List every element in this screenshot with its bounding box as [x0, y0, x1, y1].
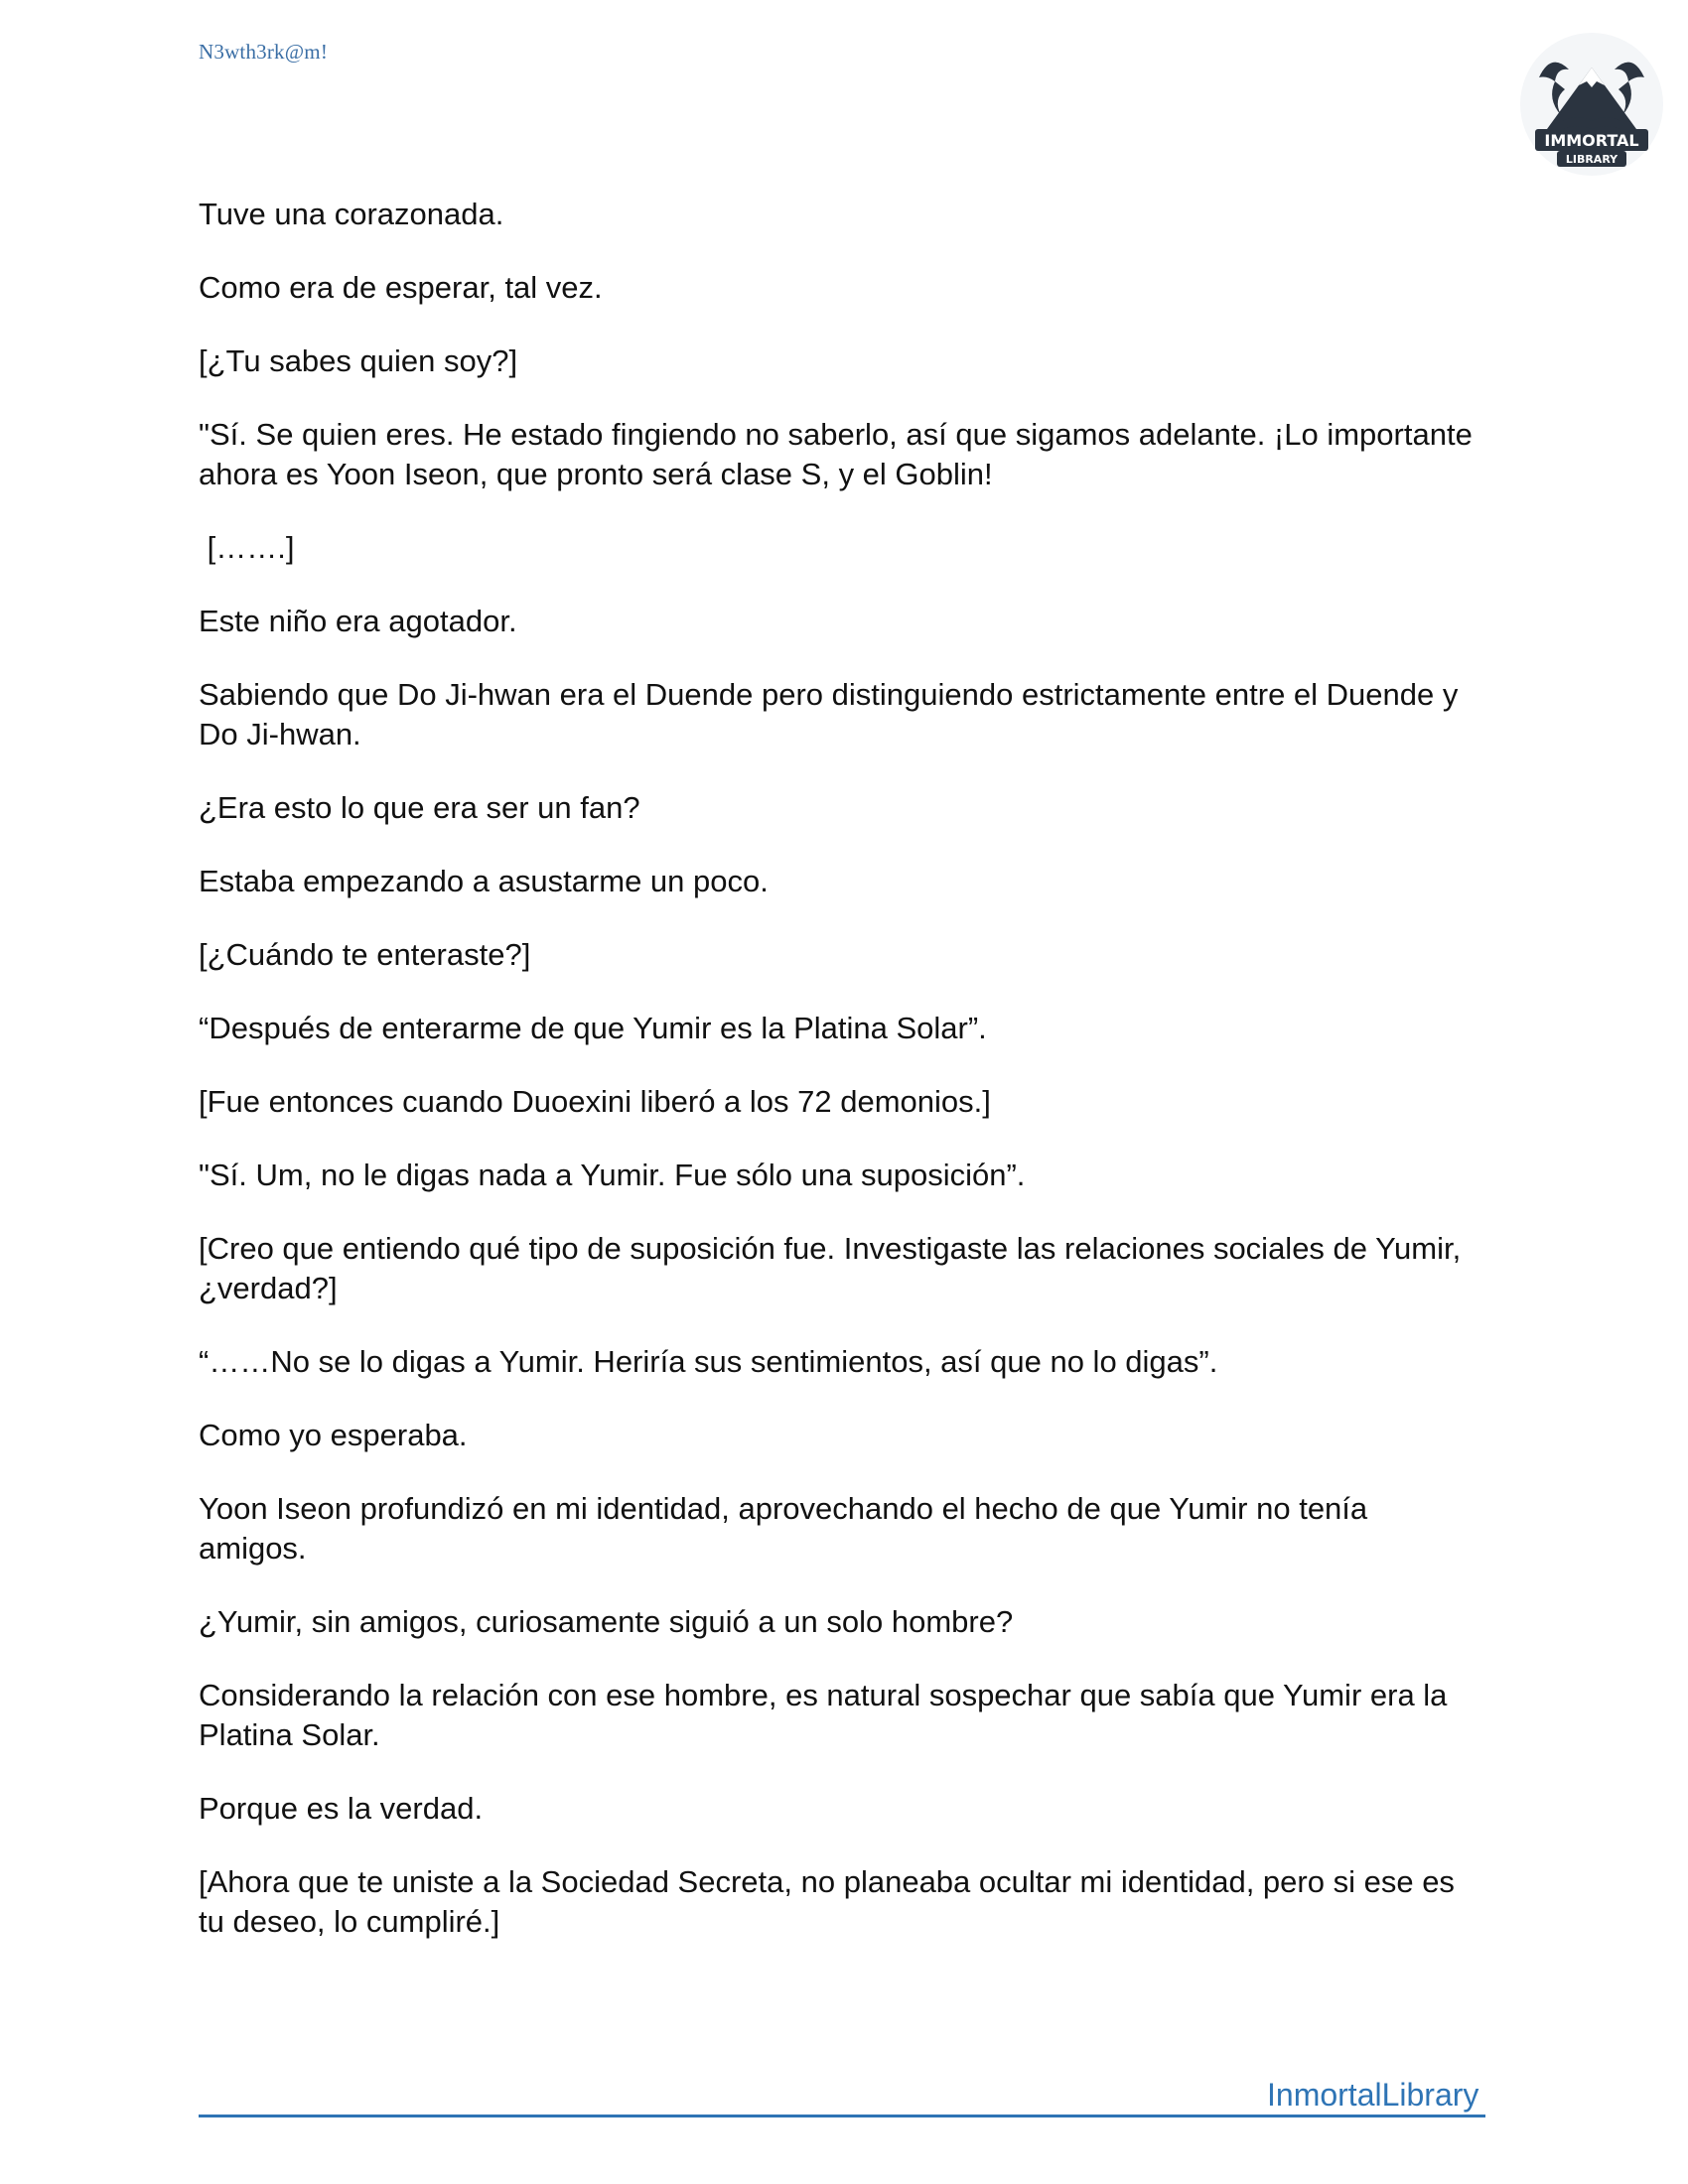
footer-link[interactable]: InmortalLibrary [1267, 2077, 1479, 2113]
paragraph: “Después de enterarme de que Yumir es la Platina Solar”. [199, 1011, 987, 1045]
paragraph: [Fue entonces cuando Duoexini liberó a los 72 demonios.] [199, 1084, 991, 1119]
paragraph: "Sí. Um, no le digas nada a Yumir. Fue sólo una suposición”. [199, 1158, 1026, 1192]
logo-line-2: LIBRARY [1565, 153, 1618, 166]
paragraph: [Creo que entiendo qué tipo de suposición fue. Investigaste las relaciones sociales de Yumir, ¿verdad?] [199, 1231, 1462, 1305]
footer-divider [199, 2115, 1485, 2117]
paragraph: [¿Cuándo te enteraste?] [199, 937, 531, 972]
paragraph: [Ahora que te uniste a la Sociedad Secreta, no planeaba ocultar mi identidad, pero si ese es tu deseo, lo cumpliré.] [199, 1864, 1455, 1939]
document-body [199, 195, 1479, 1976]
paragraph: ¿Yumir, sin amigos, curiosamente siguió a un solo hombre? [199, 1604, 1014, 1639]
header-tag: N3wth3rk@m! [199, 40, 329, 64]
paragraph: Sabiendo que Do Ji-hwan era el Duende pero distinguiendo estrictamente entre el Duende y Do Ji-hwan. [199, 677, 1459, 751]
paragraph: Tuve una corazonada. [199, 197, 504, 231]
paragraph: Como yo esperaba. [199, 1418, 468, 1452]
paragraph: […….] [199, 530, 295, 565]
paragraph: ¿Era esto lo que era ser un fan? [199, 790, 640, 825]
paragraph: "Sí. Se quien eres. He estado fingiendo no saberlo, así que sigamos adelante. ¡Lo importante ahora es Yoon Iseon, que pronto será clase S, y el Goblin! [199, 417, 1473, 491]
immortal-library-logo-icon [1517, 30, 1666, 179]
paragraph: Como era de esperar, tal vez. [199, 270, 603, 305]
paragraph: “……No se lo digas a Yumir. Heriría sus sentimientos, así que no lo digas”. [199, 1344, 1218, 1379]
paragraph: [¿Tu sabes quien soy?] [199, 343, 518, 378]
paragraph: Yoon Iseon profundizó en mi identidad, aprovechando el hecho de que Yumir no tenía amigos. [199, 1491, 1368, 1566]
paragraph: Considerando la relación con ese hombre, es natural sospechar que sabía que Yumir era la Platina Solar. [199, 1678, 1448, 1752]
paragraph: Estaba empezando a asustarme un poco. [199, 864, 769, 898]
paragraph: Porque es la verdad. [199, 1791, 484, 1826]
logo-line-1: IMMORTAL [1544, 131, 1639, 150]
paragraph: Este niño era agotador. [199, 604, 517, 638]
